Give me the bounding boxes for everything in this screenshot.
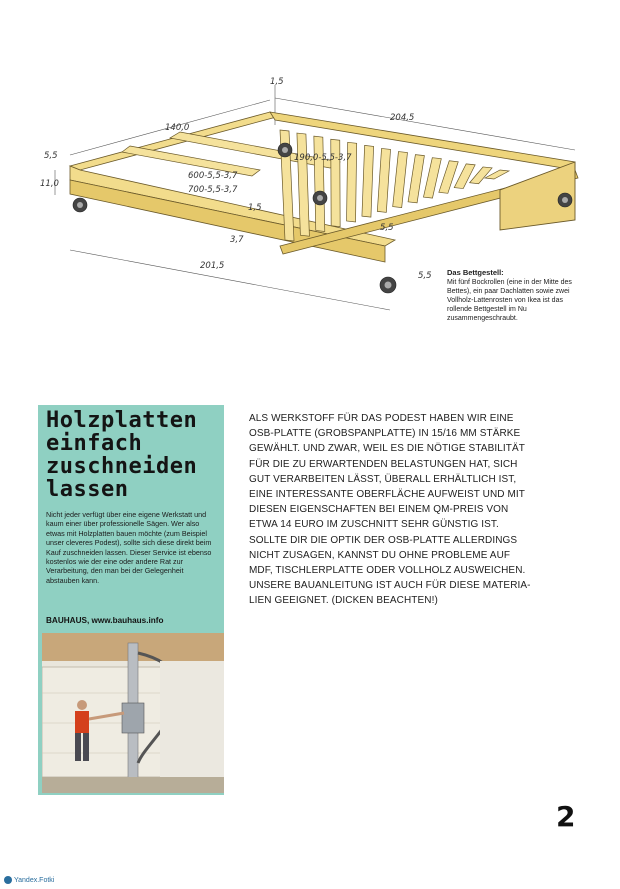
dim-label: 11,0 [40, 179, 59, 189]
article-line: MDF, TISCHLERPLATTE ODER VOLLHOLZ AUSWEICHEN. [249, 565, 526, 577]
title-line: einfach [46, 431, 143, 456]
dim-label: 140,0 [165, 123, 190, 133]
caption-text: Mit fünf Bockrollen (eine in der Mitte des Bettes), ein paar Dachlatten sowie zwei Vollholz-Lattenrosten von Ikea ist das rollende Bettgestell im Nu zusammengeschraubt. [447, 279, 572, 322]
watermark-logo [4, 876, 54, 884]
bed-slat [439, 161, 458, 194]
article-line: EINE INTERESSANTE OBERFLÄCHE AUFWEIST UND MIT [249, 489, 526, 501]
dim-label: 5,5 [418, 271, 432, 281]
article-line: FÜR DIE ZU ERWARTENDEN BELASTUNGEN HAT, SICH [249, 458, 518, 470]
logo-text: Yandex.Fotki [14, 876, 55, 884]
article-line: UNSERE BAUANLEITUNG IST AUCH FÜR DIESE MATERIA- [249, 580, 531, 592]
bed-slat [314, 136, 325, 231]
info-box-credit: BAUHAUS, www.bauhaus.info [46, 616, 164, 625]
article-line: DIESEN EIGENSCHAFTEN BEI EINEM QM-PREIS VON [249, 504, 509, 516]
article-line: NICHT ZUSAGEN, KANNST DU OHNE PROBLEME AUF [249, 549, 511, 561]
dim-label: 1,5 [248, 203, 262, 213]
bed-slat [362, 145, 374, 217]
dim-label: 201,5 [200, 261, 225, 271]
article-line: GEWÄHLT. UND ZWAR, WEIL ES DIE NÖTIGE STABILITÄT [249, 443, 525, 455]
bed-slat [408, 155, 424, 203]
title-line: lassen [46, 477, 129, 502]
article-line: GUT VERARBEITEN LÄSST, ÜBERALL ERHÄLTLICH IST, [249, 473, 517, 485]
article-line: OSB-PLATTE (GROBSPANPLATTE) IN 15/16 MM STÄRKE [249, 428, 521, 440]
title-line: Holzplatten [46, 408, 198, 433]
dim-label: 5,5 [44, 151, 58, 161]
dim-label: 204,5 [390, 113, 415, 123]
info-box-body: Nicht jeder verfügt über eine eigene Werkstatt und kaum einer über professionelle Sägen. Wer also etwas mit Holzplatten bauen möchte (zum Beispiel unser cleveres Podest), sollte sich diese direkt beim Kauf zuschneiden lassen. Dieser Service ist ebenso kostenlos wie der eine oder andere Rat zur Verarbeitung, den man bei der Gelegenheit abstauben kann. [46, 510, 212, 585]
article-line: LIEN GEEIGNET. (DICKEN BEACHTEN!) [249, 595, 438, 607]
bed-slat [377, 148, 390, 212]
page-number: 2 [556, 800, 576, 833]
dim-label: 1,5 [270, 77, 284, 87]
article-line: ETWA 14 EURO IM ZUSCHNITT SEHR GÜNSTIG IST. [249, 519, 499, 531]
dim-label: 3,7 [230, 235, 244, 245]
info-box-title [46, 409, 221, 501]
panel-saw-photo [42, 633, 224, 793]
title-line: zuschneiden [46, 454, 198, 479]
dim-label: 190,0-5,5-3,7 [294, 153, 352, 163]
dim-label: 700-5,5-3,7 [188, 185, 238, 195]
dim-label: 5,5 [380, 223, 394, 233]
dim-label: 600-5,5-3,7 [188, 171, 238, 181]
bed-slat [393, 152, 408, 208]
logo-icon [4, 876, 12, 884]
diagram-caption [447, 268, 577, 323]
article-line: ALS WERKSTOFF FÜR DAS PODEST HABEN WIR EINE [249, 413, 514, 424]
caption-title: Das Bettgestell: [447, 268, 504, 277]
article-line: SOLLTE DIR DIE OPTIK DER OSB-PLATTE ALLERDINGS [249, 534, 518, 546]
bed-slat [454, 164, 475, 189]
article-body [249, 411, 589, 609]
info-box [38, 405, 224, 795]
